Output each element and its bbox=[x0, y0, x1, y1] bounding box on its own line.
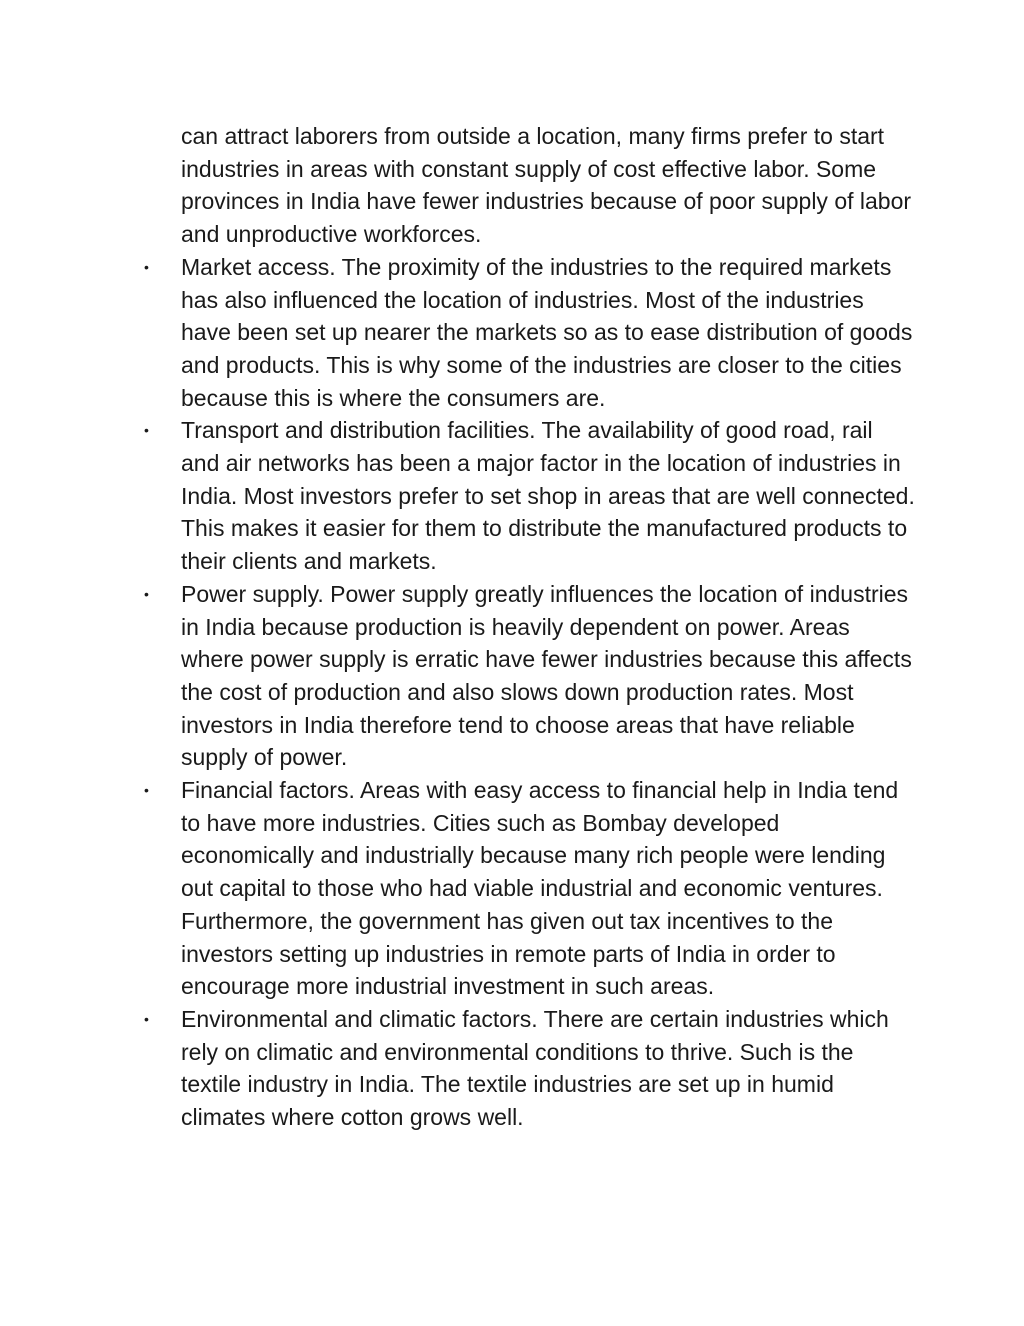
list-item bbox=[144, 414, 916, 578]
list-item-text: Transport and distribution facilities. The availability of good road, rail and air networks has been a major factor in the location of industries in India. Most investors prefer to set shop in areas that are well connected. This makes it easier for them to distribute the manufactured products to their clients and markets. bbox=[181, 417, 915, 575]
document-body bbox=[144, 120, 916, 1134]
bullet-icon: • bbox=[144, 258, 149, 275]
bullet-list bbox=[144, 251, 916, 1134]
list-item-text: Market access. The proximity of the industries to the required markets has also influenced the location of industries. Most of the industries have been set up nearer the markets so as to ease distribution of goods and products. This is why some of the industries are closer to the cities because this is where the consumers are. bbox=[181, 253, 913, 411]
list-item-text: Environmental and climatic factors. There are certain industries which rely on climatic and environmental conditions to thrive. Such is the textile industry in India. The textile industries are set up in humid climates where cotton grows well. bbox=[181, 1005, 889, 1131]
continuation-paragraph: can attract laborers from outside a location, many firms prefer to start industries in areas with constant supply of cost effective labor. Some provinces in India have fewer industries because of poor supply of labor and unproductive workforces. bbox=[181, 123, 912, 248]
list-item-text: Power supply. Power supply greatly influences the location of industries in India because production is heavily dependent on power. Areas where power supply is erratic have fewer industries because this affects the cost of production and also slows down production rates. Most investors in India therefore tend to choose areas that have reliable supply of power. bbox=[181, 580, 912, 771]
bullet-icon: • bbox=[144, 782, 149, 799]
bullet-icon: • bbox=[144, 422, 149, 439]
list-item-text: Financial factors. Areas with easy access to financial help in India tend to have more industries. Cities such as Bombay developed economically and industrially because many rich people were lending out capital to those who had viable industrial and economic ventures. Furthermore, the government has given out tax incentives to the investors setting up industries in remote parts of India in order to encourage more industrial investment in such areas. bbox=[181, 777, 899, 1000]
bullet-icon: • bbox=[144, 585, 149, 602]
list-item bbox=[144, 251, 916, 415]
bullet-icon: • bbox=[144, 1010, 149, 1027]
list-item bbox=[144, 1003, 916, 1134]
list-item bbox=[144, 578, 916, 774]
list-item bbox=[144, 774, 916, 1003]
